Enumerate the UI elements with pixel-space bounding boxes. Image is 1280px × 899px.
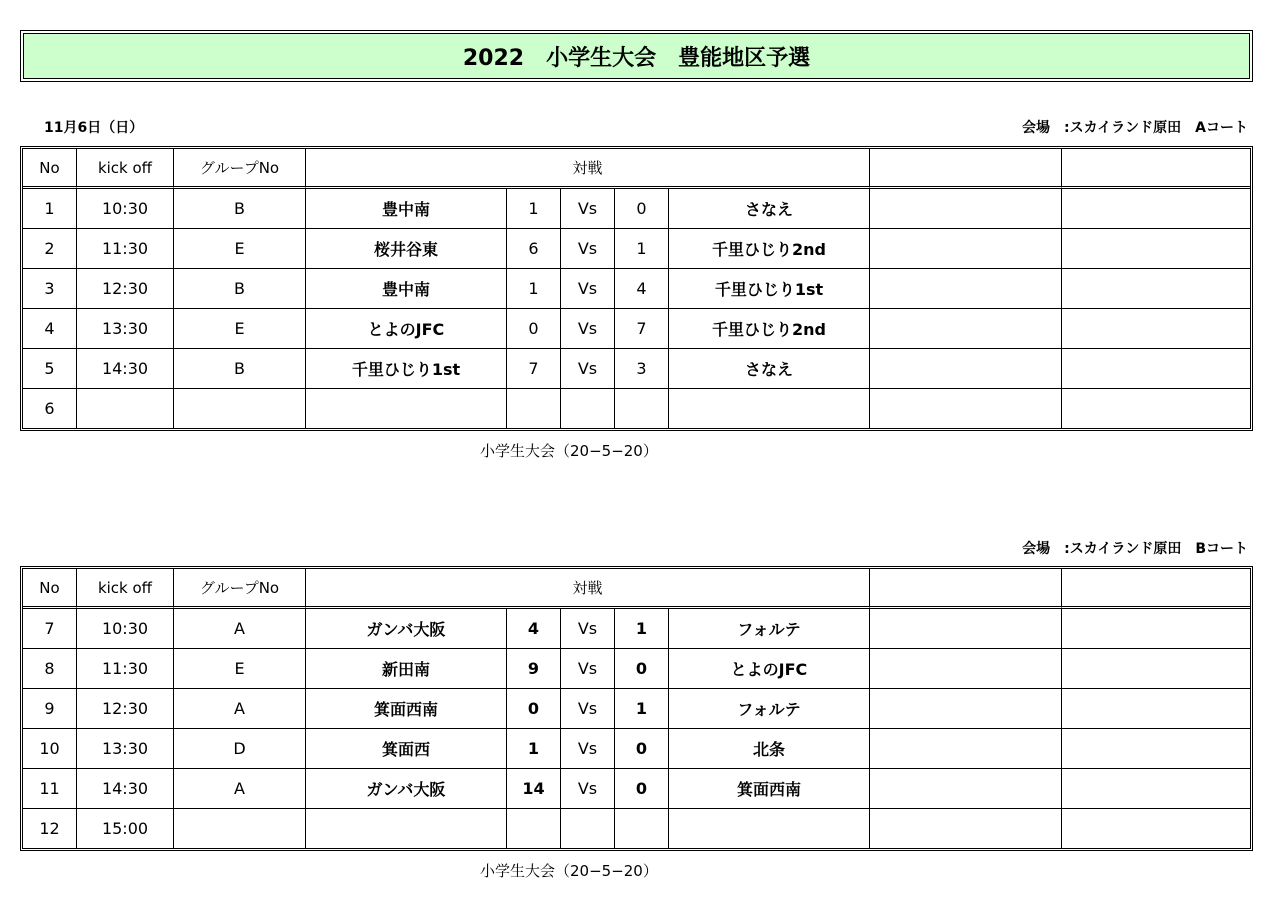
empty-cell xyxy=(870,609,1062,649)
away-score xyxy=(615,389,669,428)
group-no: B xyxy=(174,189,306,229)
table-row xyxy=(23,309,1250,349)
table-row xyxy=(23,389,1250,428)
match-no: 2 xyxy=(23,229,77,269)
home-score: 1 xyxy=(507,269,561,309)
match-date: 11月6日（日） xyxy=(44,120,144,136)
home-score xyxy=(507,389,561,428)
header-extra-2 xyxy=(1062,149,1250,189)
away-team xyxy=(669,389,870,428)
table-row xyxy=(23,269,1250,309)
header-no: No xyxy=(23,569,77,609)
away-score: 7 xyxy=(615,309,669,349)
home-team: ガンバ大阪 xyxy=(306,609,507,649)
home-score: 14 xyxy=(507,769,561,809)
header-match: 対戦 xyxy=(306,569,870,609)
empty-cell xyxy=(870,229,1062,269)
empty-cell xyxy=(870,689,1062,729)
empty-cell xyxy=(1062,729,1250,769)
away-score: 0 xyxy=(615,769,669,809)
home-team: 箕面西 xyxy=(306,729,507,769)
away-score: 1 xyxy=(615,609,669,649)
vs-label: Vs xyxy=(561,309,615,349)
header-extra-2 xyxy=(1062,569,1250,609)
home-score: 6 xyxy=(507,229,561,269)
home-team: 桜井谷東 xyxy=(306,229,507,269)
home-team: 箕面西南 xyxy=(306,689,507,729)
home-score xyxy=(507,809,561,848)
table-row xyxy=(23,729,1250,769)
match-no: 7 xyxy=(23,609,77,649)
away-team: 千里ひじり1st xyxy=(669,269,870,309)
group-no: D xyxy=(174,729,306,769)
empty-cell xyxy=(870,729,1062,769)
empty-cell xyxy=(1062,349,1250,389)
header-extra-1 xyxy=(870,569,1062,609)
header-no: No xyxy=(23,149,77,189)
away-team: 箕面西南 xyxy=(669,769,870,809)
vs-label: Vs xyxy=(561,189,615,229)
away-team: さなえ xyxy=(669,189,870,229)
table-row xyxy=(23,229,1250,269)
schedule-table-court-b xyxy=(20,566,1253,851)
match-no: 8 xyxy=(23,649,77,689)
empty-cell xyxy=(1062,229,1250,269)
empty-cell xyxy=(1062,609,1250,649)
empty-cell xyxy=(1062,269,1250,309)
kickoff-time: 12:30 xyxy=(77,689,174,729)
header-group: グループNo xyxy=(174,149,306,189)
kickoff-time: 14:30 xyxy=(77,349,174,389)
match-no: 3 xyxy=(23,269,77,309)
empty-cell xyxy=(1062,809,1250,848)
table-row xyxy=(23,809,1250,848)
home-team: 新田南 xyxy=(306,649,507,689)
away-score: 0 xyxy=(615,189,669,229)
empty-cell xyxy=(870,309,1062,349)
group-no: A xyxy=(174,609,306,649)
home-team: 千里ひじり1st xyxy=(306,349,507,389)
away-score xyxy=(615,809,669,848)
home-score: 4 xyxy=(507,609,561,649)
empty-cell xyxy=(1062,389,1250,428)
table-header-row xyxy=(23,149,1250,189)
vs-cell xyxy=(561,809,615,848)
home-score: 0 xyxy=(507,689,561,729)
header-kickoff: kick off xyxy=(77,569,174,609)
match-no: 9 xyxy=(23,689,77,729)
header-match: 対戦 xyxy=(306,149,870,189)
empty-cell xyxy=(870,809,1062,848)
home-score: 1 xyxy=(507,729,561,769)
empty-cell xyxy=(1062,649,1250,689)
schedule-table-court-a xyxy=(20,146,1253,431)
empty-cell xyxy=(870,269,1062,309)
away-team xyxy=(669,809,870,848)
empty-cell xyxy=(870,769,1062,809)
home-score: 0 xyxy=(507,309,561,349)
away-score: 1 xyxy=(615,229,669,269)
away-team: フォルテ xyxy=(669,689,870,729)
empty-cell xyxy=(1062,189,1250,229)
header-kickoff: kick off xyxy=(77,149,174,189)
venue-a: 会場 :スカイランド原田 Aコート xyxy=(1021,120,1248,136)
away-score: 3 xyxy=(615,349,669,389)
group-no: E xyxy=(174,309,306,349)
empty-cell xyxy=(1062,689,1250,729)
home-score: 9 xyxy=(507,649,561,689)
kickoff-time: 10:30 xyxy=(77,609,174,649)
home-team xyxy=(306,809,507,848)
venue-b: 会場 :スカイランド原田 Bコート xyxy=(1022,541,1248,557)
vs-label: Vs xyxy=(561,729,615,769)
home-score: 1 xyxy=(507,189,561,229)
match-no: 10 xyxy=(23,729,77,769)
empty-cell xyxy=(1062,769,1250,809)
group-no xyxy=(174,809,306,848)
match-no: 1 xyxy=(23,189,77,229)
home-team: ガンバ大阪 xyxy=(306,769,507,809)
group-no: A xyxy=(174,769,306,809)
kickoff-time xyxy=(77,389,174,428)
group-no: B xyxy=(174,349,306,389)
empty-cell xyxy=(870,389,1062,428)
kickoff-time: 13:30 xyxy=(77,729,174,769)
away-team: とよのJFC xyxy=(669,649,870,689)
kickoff-time: 14:30 xyxy=(77,769,174,809)
away-score: 0 xyxy=(615,729,669,769)
page-title: 2022 小学生大会 豊能地区予選 xyxy=(23,33,1250,79)
empty-cell xyxy=(870,189,1062,229)
away-team: 千里ひじり2nd xyxy=(669,309,870,349)
vs-label: Vs xyxy=(561,769,615,809)
group-no xyxy=(174,389,306,428)
match-no: 4 xyxy=(23,309,77,349)
kickoff-time: 10:30 xyxy=(77,189,174,229)
group-no: E xyxy=(174,649,306,689)
table-row xyxy=(23,189,1250,229)
away-score: 1 xyxy=(615,689,669,729)
format-caption-b: 小学生大会（20−5−20） xyxy=(480,862,658,880)
format-caption-a: 小学生大会（20−5−20） xyxy=(480,442,658,460)
away-score: 4 xyxy=(615,269,669,309)
header-group: グループNo xyxy=(174,569,306,609)
vs-cell xyxy=(561,389,615,428)
vs-label: Vs xyxy=(561,229,615,269)
match-no: 6 xyxy=(23,389,77,428)
kickoff-time: 13:30 xyxy=(77,309,174,349)
away-score: 0 xyxy=(615,649,669,689)
table-row xyxy=(23,689,1250,729)
away-team: 千里ひじり2nd xyxy=(669,229,870,269)
vs-label: Vs xyxy=(561,269,615,309)
group-no: E xyxy=(174,229,306,269)
away-team: さなえ xyxy=(669,349,870,389)
kickoff-time: 11:30 xyxy=(77,229,174,269)
vs-label: Vs xyxy=(561,349,615,389)
title-box xyxy=(20,30,1253,82)
empty-cell xyxy=(1062,309,1250,349)
table-header-row xyxy=(23,569,1250,609)
match-no: 11 xyxy=(23,769,77,809)
header-extra-1 xyxy=(870,149,1062,189)
match-no: 12 xyxy=(23,809,77,848)
kickoff-time: 11:30 xyxy=(77,649,174,689)
group-no: B xyxy=(174,269,306,309)
home-score: 7 xyxy=(507,349,561,389)
kickoff-time: 15:00 xyxy=(77,809,174,848)
match-no: 5 xyxy=(23,349,77,389)
home-team xyxy=(306,389,507,428)
vs-label: Vs xyxy=(561,689,615,729)
vs-label: Vs xyxy=(561,609,615,649)
empty-cell xyxy=(870,349,1062,389)
home-team: 豊中南 xyxy=(306,269,507,309)
table-row xyxy=(23,609,1250,649)
home-team: 豊中南 xyxy=(306,189,507,229)
empty-cell xyxy=(870,649,1062,689)
table-row xyxy=(23,649,1250,689)
table-row xyxy=(23,349,1250,389)
vs-label: Vs xyxy=(561,649,615,689)
kickoff-time: 12:30 xyxy=(77,269,174,309)
group-no: A xyxy=(174,689,306,729)
away-team: 北条 xyxy=(669,729,870,769)
away-team: フォルテ xyxy=(669,609,870,649)
table-row xyxy=(23,769,1250,809)
home-team: とよのJFC xyxy=(306,309,507,349)
